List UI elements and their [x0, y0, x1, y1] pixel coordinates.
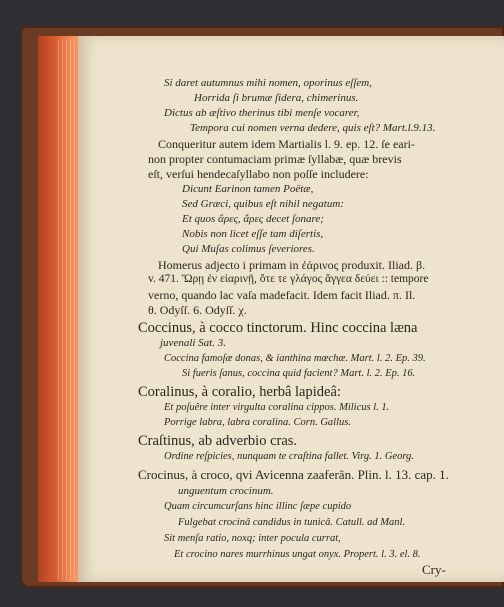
verse-line-30: Sit menſa ratio, noxq; inter pocula currat, — [164, 533, 341, 544]
verse-line-28: Quam circumcurſans hinc illinc ſæpe cupido — [164, 501, 352, 512]
text-line-7: eſt, verſui hendecaſyllabo non poſſe includere: — [148, 167, 369, 181]
verse-line-8: Dicunt Earinon tamen Poëtæ, — [182, 183, 314, 195]
verse-line-10: Et quos ἄρες, ἄρες decet ſonare; — [182, 213, 324, 225]
verse-line-1: Si daret autumnus mihi nomen, oporinus eſſem, — [164, 77, 372, 89]
text-line-5: Conqueritur autem idem Martialis l. 9. ep. 12. ſe eari- — [158, 137, 415, 151]
text-line-27: unguentum crocinum. — [178, 485, 274, 497]
text-line-16: θ. Odyſſ. 6. Odyſſ. χ. — [148, 303, 247, 317]
book-page — [78, 36, 504, 582]
entry-coralinus: Coralinus, à coralio, herbâ lapideâ: — [138, 384, 341, 400]
text-line-6: non propter contumaciam primæ ſyllabæ, quæ brevis — [148, 152, 402, 166]
verse-line-23: Porrige labra, labra coralina. Corn. Gallus. — [164, 417, 351, 428]
text-line-15: verno, quando lac vaſa madefacit. Idem facit Iliad. π. Il. — [148, 288, 416, 302]
verse-line-19: Coccina famoſæ donas, & ianthina mœchæ. Mart. l. 2. Ep. 39. — [164, 353, 426, 364]
text-line-18: juvenali Sat. 3. — [160, 337, 226, 349]
entry-crastinus: Craſtinus, ab adverbio cras. — [138, 433, 298, 449]
verse-line-25: Ordine reſpicies, nunquam te craſtina fallet. Virg. 1. Georg. — [164, 451, 414, 462]
text-line-13: Homerus adjecto i primam in ἐάρινος produxit. Iliad. β. — [158, 258, 426, 272]
verse-line-2: Horrida ſi brumæ ſidera, chimerinus. — [194, 92, 359, 104]
verse-line-3: Dictus ab æſtivo therinus tibi menſe vocarer, — [164, 107, 360, 119]
verse-line-31: Et crocino nares murrhinus ungat onyx. Propert. l. 3. el. 8. — [174, 549, 421, 560]
verse-line-20: Si fueris ſanus, coccina quid facient? Mart. l. 2. Ep. 16. — [182, 368, 416, 379]
text-line-14: v. 471. Ὥρῃ ἐν εἰαρινῇ, ὅτε τε γλάγος ἄγγεα δεύει :: tempore — [148, 273, 429, 285]
catchword: Cry- — [422, 562, 446, 577]
page-edge-lines — [58, 40, 80, 580]
verse-line-9: Sed Græci, quibus eſt nihil negatum: — [182, 198, 344, 210]
verse-line-4: Tempora cui nomen verna dedere, quis eſt? Mart.l.9.13. — [190, 122, 436, 134]
entry-coccinus: Coccinus, à cocco tinctorum. Hinc coccina læna — [138, 320, 418, 336]
verse-line-29: Fulgebat crocinâ candidus in tunicâ. Catull. ad Manl. — [178, 517, 406, 528]
entry-crocinus: Crocinus, à croco, qvi Avicenna zaaferân. Plin. l. 13. cap. 1. — [138, 467, 449, 482]
verse-line-22: Et poſuêre inter virgulta coralina cippos. Milicus l. 1. — [164, 402, 390, 413]
verse-line-12: Qui Muſas colimus ſeveriores. — [182, 243, 315, 255]
verse-line-11: Nobis non licet eſſe tam diſertis, — [182, 228, 324, 240]
